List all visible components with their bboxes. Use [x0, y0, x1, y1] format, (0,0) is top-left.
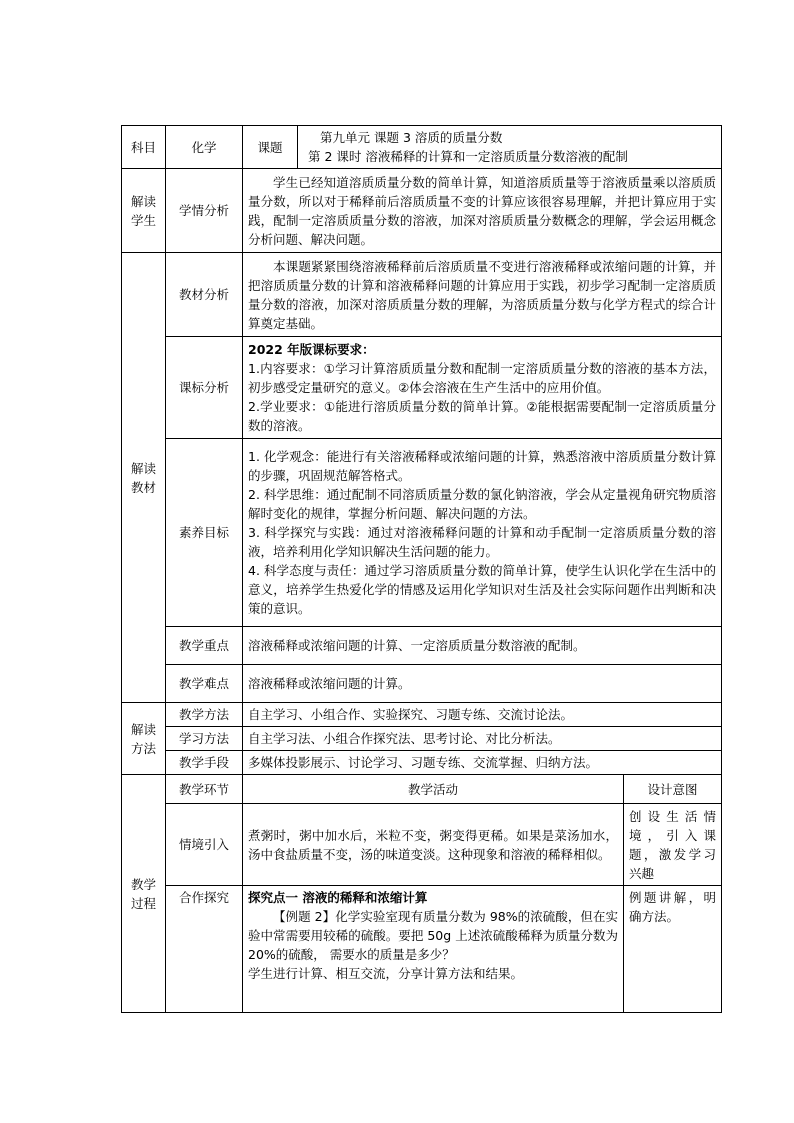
learning-method-label: 学习方法	[166, 727, 243, 751]
literacy-goal-4: 4. 科学态度与责任：通过学习溶质质量分数的简单计算，使学生认识化学在生活中的意义，培养学生热爱化学的情感及运用化学知识对生活及社会实际问题作出判断和决策的意识。	[248, 563, 716, 616]
subject-value: 化学	[166, 126, 243, 169]
coop-activity-cell	[243, 886, 624, 1013]
textbook-analysis-label: 教材分析	[166, 253, 243, 337]
student-analysis-text: 学生已经知道溶质质量分数的简单计算，知道溶质质量等于溶液质量乘以溶质质量分数，所以对于稀释前后溶质质量不变的计算应该很容易理解，并把计算应用于实践，配制一定溶质质量分数的溶液，加深对溶质质量分数概念的理解，学会运用概念分析问题、解决问题。	[243, 169, 722, 253]
intro-activity-text: 煮粥时，粥中加水后，米粒不变，粥变得更稀。如果是菜汤加水，汤中食盐质量不变，汤的味道变淡。这种现象和溶液的稀释相似。	[243, 804, 624, 886]
standard-content-req: 1.内容要求：①学习计算溶质质量分数和配制一定溶质质量分数的溶液的基本方法，初步感受定量研究的意义。②体会溶液在生产生活中的应用价值。	[248, 361, 716, 395]
section-process: 教学过程	[122, 775, 166, 1013]
coop-example: 【例题 2】化学实验室现有质量分数为 98%的浓硫酸，但在实验中常需要用较稀的硫酸。要把 50g 上述浓硫酸稀释为质量分数为 20%的硫酸， 需要水的质量是多少？	[248, 909, 618, 962]
subject-label: 科目	[122, 126, 166, 169]
student-analysis-label: 学情分析	[166, 169, 243, 253]
coop-design-intent: 例题讲解，明确方法。	[624, 886, 722, 1013]
topic-line-2: 第 2 课时 溶液稀释的计算和一定溶质质量分数溶液的配制	[308, 149, 628, 164]
key-point-label: 教学重点	[166, 627, 243, 665]
literacy-goal-2: 2. 科学思维：通过配制不同溶质质量分数的氯化钠溶液，学会从定量视角研究物质溶解时变化的规律，掌握分析问题、解决问题的方法。	[248, 487, 716, 521]
standard-analysis-cell	[243, 337, 722, 439]
lesson-plan-table	[121, 125, 722, 1013]
standard-academic-req: 2.学业要求：①能进行溶质质量分数的简单计算。②能根据需要配制一定溶质质量分数的溶液。	[248, 399, 716, 433]
teaching-method-label: 教学方法	[166, 703, 243, 727]
teaching-means-label: 教学手段	[166, 751, 243, 775]
textbook-analysis-text: 本课题紧紧围绕溶液稀释前后溶质质量不变进行溶液稀释或浓缩问题的计算，并把溶质质量分数的计算和溶液稀释问题的计算应用于实践，初步学习配制一定溶质质量分数的溶液，加深对溶质质量分数的理解，为溶质质量分数与化学方程式的综合计算奠定基础。	[243, 253, 722, 337]
col-header-activity: 教学活动	[243, 775, 624, 804]
coop-stage-label: 合作探究	[166, 886, 243, 1013]
standard-analysis-label: 课标分析	[166, 337, 243, 439]
learning-method-text: 自主学习法、小组合作探究法、思考讨论、对比分析法。	[243, 727, 722, 751]
col-header-stage: 教学环节	[166, 775, 243, 804]
coop-student-task: 学生进行计算、相互交流，分享计算方法和结果。	[248, 966, 524, 981]
section-textbook: 解读教材	[122, 253, 166, 703]
col-header-intent: 设计意图	[624, 775, 722, 804]
literacy-goals-cell	[243, 439, 722, 627]
intro-stage-label: 情境引入	[166, 804, 243, 886]
coop-title: 探究点一 溶液的稀释和浓缩计算	[248, 890, 428, 905]
difficulty-label: 教学难点	[166, 665, 243, 703]
topic-cell	[298, 126, 722, 169]
literacy-goal-3: 3. 科学探究与实践：通过对溶液稀释问题的计算和动手配制一定溶质质量分数的溶液，培养利用化学知识解决生活问题的能力。	[248, 525, 716, 559]
standard-title: 2022 年版课标要求：	[248, 342, 375, 357]
key-point-text: 溶液稀释或浓缩问题的计算、一定溶质质量分数溶液的配制。	[243, 627, 722, 665]
section-methods: 解读方法	[122, 703, 166, 775]
intro-design-intent: 创设生活情境，引入课题，激发学习兴趣	[624, 804, 722, 886]
topic-label: 课题	[243, 126, 298, 169]
teaching-method-text: 自主学习、小组合作、实验探究、习题专练、交流讨论法。	[243, 703, 722, 727]
literacy-goals-label: 素养目标	[166, 439, 243, 627]
teaching-means-text: 多媒体投影展示、讨论学习、习题专练、交流掌握、归纳方法。	[243, 751, 722, 775]
literacy-goal-1: 1. 化学观念：能进行有关溶液稀释或浓缩问题的计算，熟悉溶液中溶质质量分数计算的步骤，巩固规范解答格式。	[248, 449, 716, 483]
section-student: 解读学生	[122, 169, 166, 253]
difficulty-text: 溶液稀释或浓缩问题的计算。	[243, 665, 722, 703]
topic-line-1: 第九单元 课题 3 溶质的质量分数	[320, 130, 503, 145]
